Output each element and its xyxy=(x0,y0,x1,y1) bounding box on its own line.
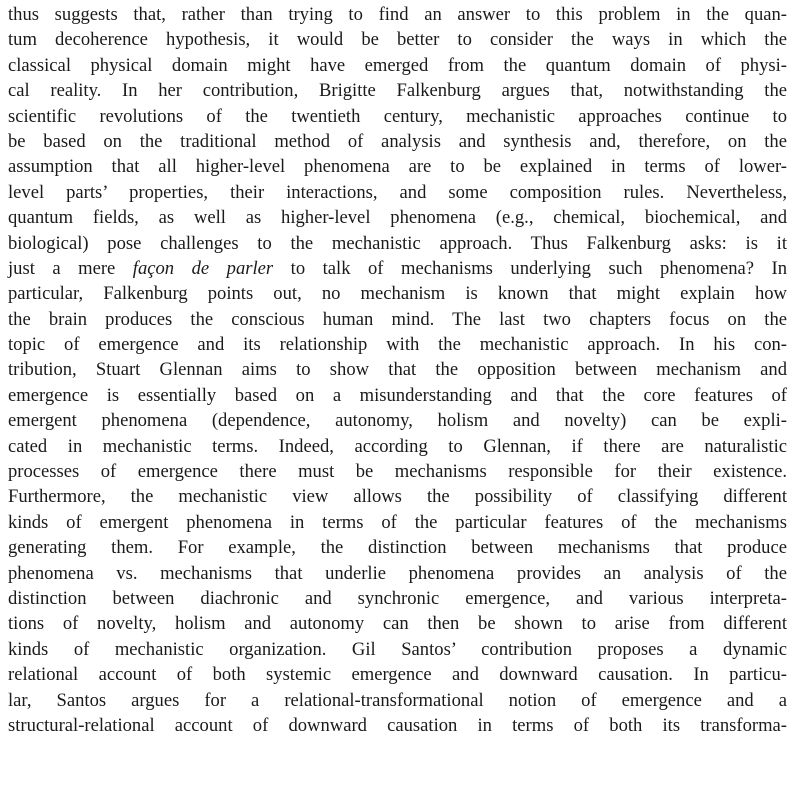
text-segment: particular, Falkenburg points out, no mechanism is known that might explain how xyxy=(8,283,787,305)
text-segment: relational account of both systemic emergence and downward causation. In particu- xyxy=(8,664,787,686)
text-line xyxy=(8,205,787,230)
text-line xyxy=(8,713,787,738)
text-segment: quantum fields, as well as higher-level phenomena (e.g., chemical, biochemical, and xyxy=(8,207,787,229)
text-segment: generating them. For example, the distinction between mechanisms that produce xyxy=(8,537,787,559)
text-segment: lar, Santos argues for a relational-transformational notion of emergence and a xyxy=(8,689,787,711)
text-line xyxy=(8,586,787,611)
text-segment: classical physical domain might have emerged from the quantum domain of physi- xyxy=(8,54,787,76)
text-segment: structural-relational account of downward causation in terms of both its transforma- xyxy=(8,714,787,736)
text-line xyxy=(8,383,787,408)
document-page xyxy=(8,2,787,738)
text-line xyxy=(8,154,787,179)
text-line xyxy=(8,27,787,52)
text-segment: kinds of emergent phenomena in terms of the particular features of the mechanisms xyxy=(8,511,787,533)
text-segment: thus suggests that, rather than trying to find an answer to this problem in the quan- xyxy=(8,4,787,25)
text-line xyxy=(8,357,787,382)
text-segment: tum decoherence hypothesis, it would be better to consider the ways in which the xyxy=(8,29,787,51)
text-line xyxy=(8,180,787,205)
text-line xyxy=(8,231,787,256)
text-segment: tribution, Stuart Glennan aims to show that the opposition between mechanism and xyxy=(8,359,787,381)
text-line xyxy=(8,2,787,27)
text-segment: phenomena vs. mechanisms that underlie phenomena provides an analysis of the xyxy=(8,562,787,584)
text-segment: emergence is essentially based on a misunderstanding and that the core features of xyxy=(8,384,787,406)
text-line xyxy=(8,688,787,713)
text-line xyxy=(8,434,787,459)
text-segment: emergent phenomena (dependence, autonomy, holism and novelty) can be expli- xyxy=(8,410,787,432)
text-line xyxy=(8,53,787,78)
text-line xyxy=(8,129,787,154)
text-segment: to talk of mechanisms underlying such phenomena? In xyxy=(273,257,788,279)
body-paragraph xyxy=(8,2,787,738)
text-line xyxy=(8,637,787,662)
text-line xyxy=(8,408,787,433)
text-line xyxy=(8,561,787,586)
text-segment: tions of novelty, holism and autonomy can then be shown to arise from different xyxy=(8,613,787,635)
text-segment: cal reality. In her contribution, Brigitte Falkenburg argues that, notwithstanding the xyxy=(8,80,787,102)
text-segment: assumption that all higher-level phenomena are to be explained in terms of lower- xyxy=(8,156,787,178)
text-segment: topic of emergence and its relationship with the mechanistic approach. In his con- xyxy=(8,334,787,356)
text-line xyxy=(8,307,787,332)
text-segment: scientific revolutions of the twentieth century, mechanistic approaches continue to xyxy=(8,105,787,127)
text-segment: distinction between diachronic and synchronic emergence, and various interpreta- xyxy=(8,587,787,609)
text-line xyxy=(8,332,787,357)
text-segment: be based on the traditional method of analysis and synthesis and, therefore, on the xyxy=(8,130,787,152)
text-line xyxy=(8,78,787,103)
text-segment: just a mere xyxy=(8,257,133,279)
text-line xyxy=(8,104,787,129)
text-segment: biological) pose challenges to the mechanistic approach. Thus Falkenburg asks: is it xyxy=(8,232,787,254)
text-line xyxy=(8,256,787,281)
text-segment: level parts’ properties, their interactions, and some composition rules. Nevertheless, xyxy=(8,181,787,203)
text-line xyxy=(8,484,787,509)
text-segment: processes of emergence there must be mechanisms responsible for their existence. xyxy=(8,461,787,483)
text-segment: cated in mechanistic terms. Indeed, according to Glennan, if there are naturalistic xyxy=(8,435,787,457)
text-line xyxy=(8,510,787,535)
text-segment: the brain produces the conscious human mind. The last two chapters focus on the xyxy=(8,308,787,330)
text-line xyxy=(8,535,787,560)
text-line xyxy=(8,281,787,306)
text-segment: Furthermore, the mechanistic view allows the possibility of classifying different xyxy=(8,486,787,508)
text-line xyxy=(8,459,787,484)
text-line xyxy=(8,662,787,687)
italic-phrase: façon de parler xyxy=(132,257,274,279)
text-segment: kinds of mechanistic organization. Gil Santos’ contribution proposes a dynamic xyxy=(8,638,787,660)
text-line xyxy=(8,611,787,636)
